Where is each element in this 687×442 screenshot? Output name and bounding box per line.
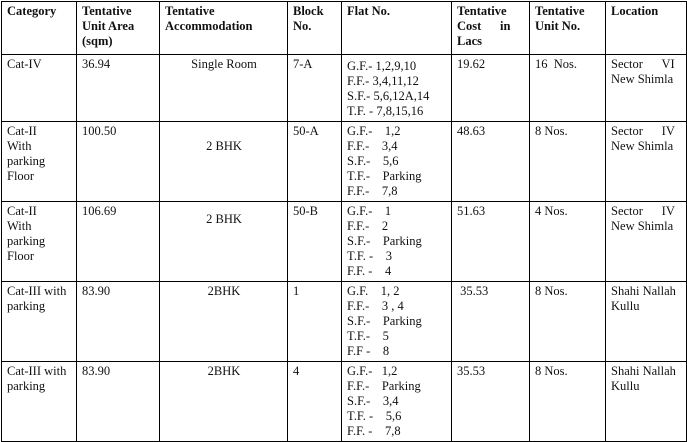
block-cell: 4 [288,362,342,442]
flat-cell: G.F.- 1,2 F.F.- Parking S.F.- 3,4 T.F. - 5,6 F.F. - 7,8 [342,362,452,442]
cost-cell: 48.63 [452,122,530,202]
location-cell: Shahi Nallah Kullu [606,282,687,362]
table-row [2,282,687,362]
units-cell: 4 Nos. [530,202,606,282]
header-accommodation: Tentative Accommodation [160,2,288,55]
header-category: Category [2,2,77,55]
accommodation-cell: 2BHK [160,282,288,362]
area-cell: 83.90 [77,282,160,362]
location-cell: Sector IV New Shimla [606,122,687,202]
header-area: Tentative Unit Area (sqm) [77,2,160,55]
location-cell: Sector IV New Shimla [606,202,687,282]
table-row [2,55,687,122]
units-cell: 8 Nos. [530,282,606,362]
header-row [2,2,687,55]
flat-cell: G.F. 1, 2 F.F.- 3 , 4 S.F.- Parking T.F.- 5 F.F - 8 [342,282,452,362]
cost-cell: 51.63 [452,202,530,282]
accommodation-cell: 2 BHK [160,122,288,202]
area-cell: 83.90 [77,362,160,442]
location-cell: Sector VI New Shimla [606,55,687,122]
units-cell: 8 Nos. [530,362,606,442]
header-block: Block No. [288,2,342,55]
block-cell: 50-B [288,202,342,282]
category-cell: Cat-III with parking [2,282,77,362]
block-cell: 50-A [288,122,342,202]
block-cell: 1 [288,282,342,362]
header-flat: Flat No. [342,2,452,55]
table-row [2,122,687,202]
header-location: Location [606,2,687,55]
cost-cell: 19.62 [452,55,530,122]
units-cell: 16 Nos. [530,55,606,122]
cost-cell: 35.53 [452,282,530,362]
accommodation-cell: 2BHK [160,362,288,442]
flat-cell: G.F.- 1,2 F.F.- 3,4 S.F.- 5,6 T.F.- Parking F.F.- 7,8 [342,122,452,202]
category-cell: Cat-III with parking [2,362,77,442]
flat-cell: G.F.- 1 F.F.- 2 S.F.- Parking T.F. - 3 F.F. - 4 [342,202,452,282]
header-units: Tentative Unit No. [530,2,606,55]
accommodation-cell: Single Room [160,55,288,122]
area-cell: 100.50 [77,122,160,202]
category-cell: Cat-IV [2,55,77,122]
category-cell: Cat-II With parking Floor [2,202,77,282]
cost-cell: 35.53 [452,362,530,442]
table-row [2,202,687,282]
table-row [2,362,687,442]
location-cell: Shahi Nallah Kullu [606,362,687,442]
area-cell: 36.94 [77,55,160,122]
flats-table [1,1,687,442]
area-cell: 106.69 [77,202,160,282]
header-cost: Tentative Cost in Lacs [452,2,530,55]
flat-cell: G.F.- 1,2,9,10 F.F.- 3,4,11,12 S.F.- 5,6,12A,14 T.F. - 7,8,15,16 [342,55,452,122]
block-cell: 7-A [288,55,342,122]
category-cell: Cat-II With parking Floor [2,122,77,202]
units-cell: 8 Nos. [530,122,606,202]
accommodation-cell: 2 BHK [160,202,288,282]
